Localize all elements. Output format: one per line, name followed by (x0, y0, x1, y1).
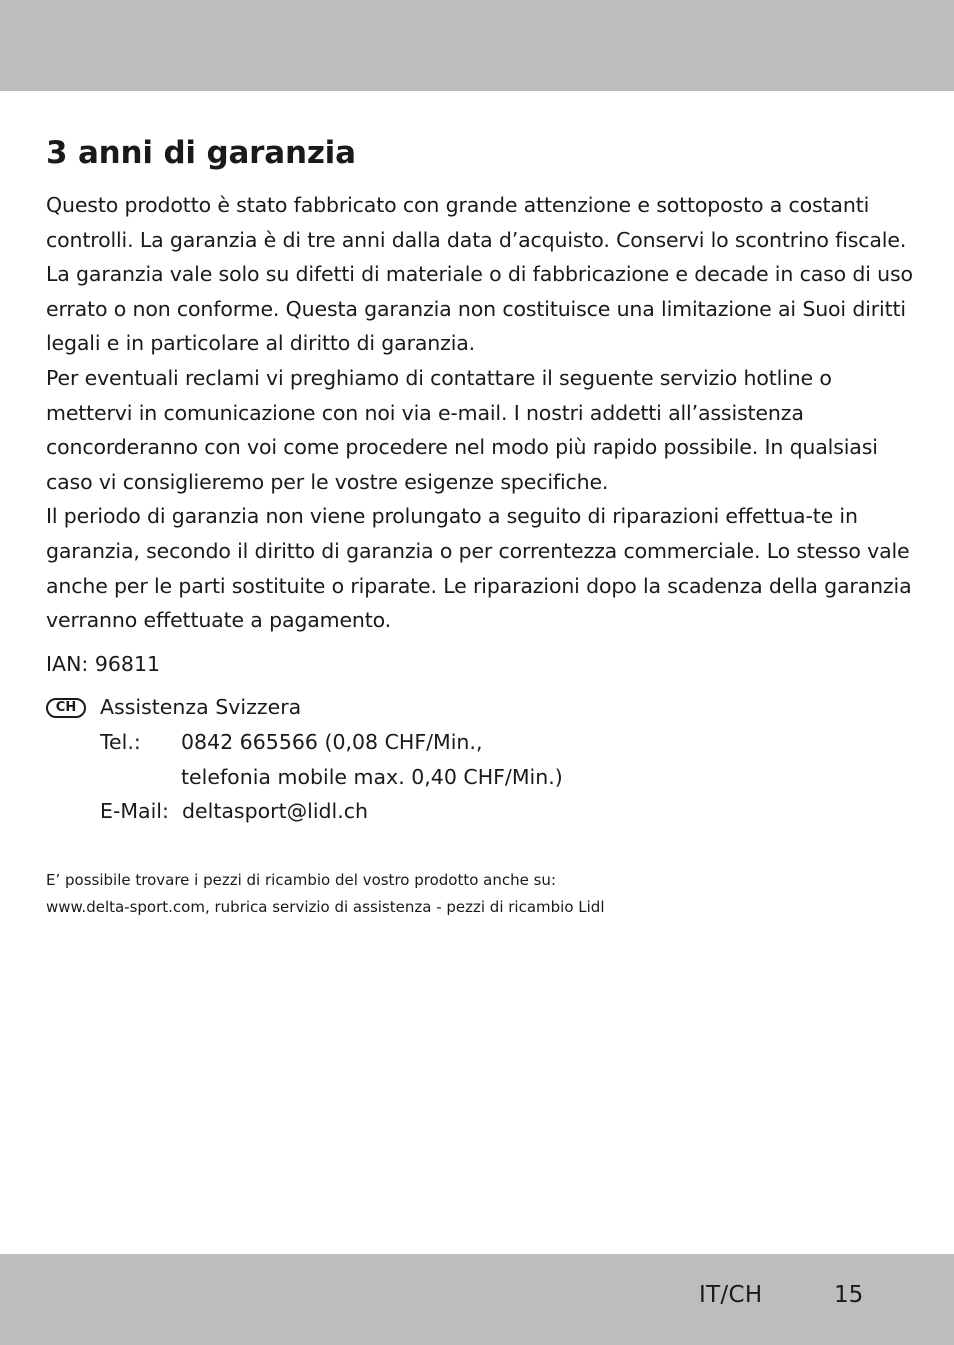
paragraph-1: Questo prodotto è stato fabbricato con grande attenzione e sottoposto a costanti controlli. La garanzia è di tre anni dalla data d’acquisto. Conservi lo scontrino fiscale. (46, 193, 907, 252)
page-title: 3 anni di garanzia (46, 135, 356, 171)
email-value[interactable]: deltasport@lidl.ch (182, 799, 369, 824)
spare-parts-line-1: E’ possibile trovare i pezzi di ricambio del vostro prodotto anche su: (46, 870, 556, 889)
spare-parts-note (46, 867, 916, 921)
contact-block (46, 690, 916, 828)
email-row (46, 794, 916, 829)
email-label: E-Mail: (100, 799, 169, 824)
warranty-text (46, 188, 916, 638)
header-band (0, 0, 954, 91)
paragraph-2: La garanzia vale solo su difetti di materiale o di fabbricazione e decade in caso di uso errato o non conforme. Questa garanzia non costituisce una limitazione ai Suoi diritti legali e in particolare al diritto di garanzia. (46, 262, 913, 356)
tel-row (46, 725, 916, 760)
service-name: Assistenza Svizzera (100, 695, 302, 720)
tel-label: Tel.: (100, 729, 141, 754)
footer-language: IT/CH (699, 1282, 763, 1308)
tel-value-mobile: telefonia mobile max. 0,40 CHF/Min.) (181, 764, 563, 789)
paragraph-3: Per eventuali reclami vi preghiamo di contattare il seguente servizio hotline o mettervi in comunicazione con noi via e-mail. I nostri addetti all’assistenza concorderanno con voi come procedere nel modo più rapido possibile. In qualsiasi caso vi consiglieremo per le vostre esigenze specifiche. (46, 365, 878, 494)
page-number: 15 (834, 1282, 864, 1308)
ch-country-icon: CH (46, 698, 86, 718)
paragraph-4: Il periodo di garanzia non viene prolungato a seguito di riparazioni effettua-te in garanzia, secondo il diritto di garanzia o per correntezza commerciale. Lo stesso vale anche per le parti sostituite o riparate. Le riparazioni dopo la scadenza della garanzia verranno effettuate a pagamento. (46, 504, 912, 633)
service-row (46, 690, 916, 725)
footer-band (0, 1254, 954, 1345)
ian-number: IAN: 96811 (46, 651, 161, 676)
tel-value[interactable]: 0842 665566 (0,08 CHF/Min., (181, 729, 483, 754)
spare-parts-line-2[interactable]: www.delta-sport.com, rubrica servizio di assistenza - pezzi di ricambio Lidl (46, 897, 605, 916)
tel-row-2 (46, 760, 916, 795)
page-content (46, 132, 916, 921)
